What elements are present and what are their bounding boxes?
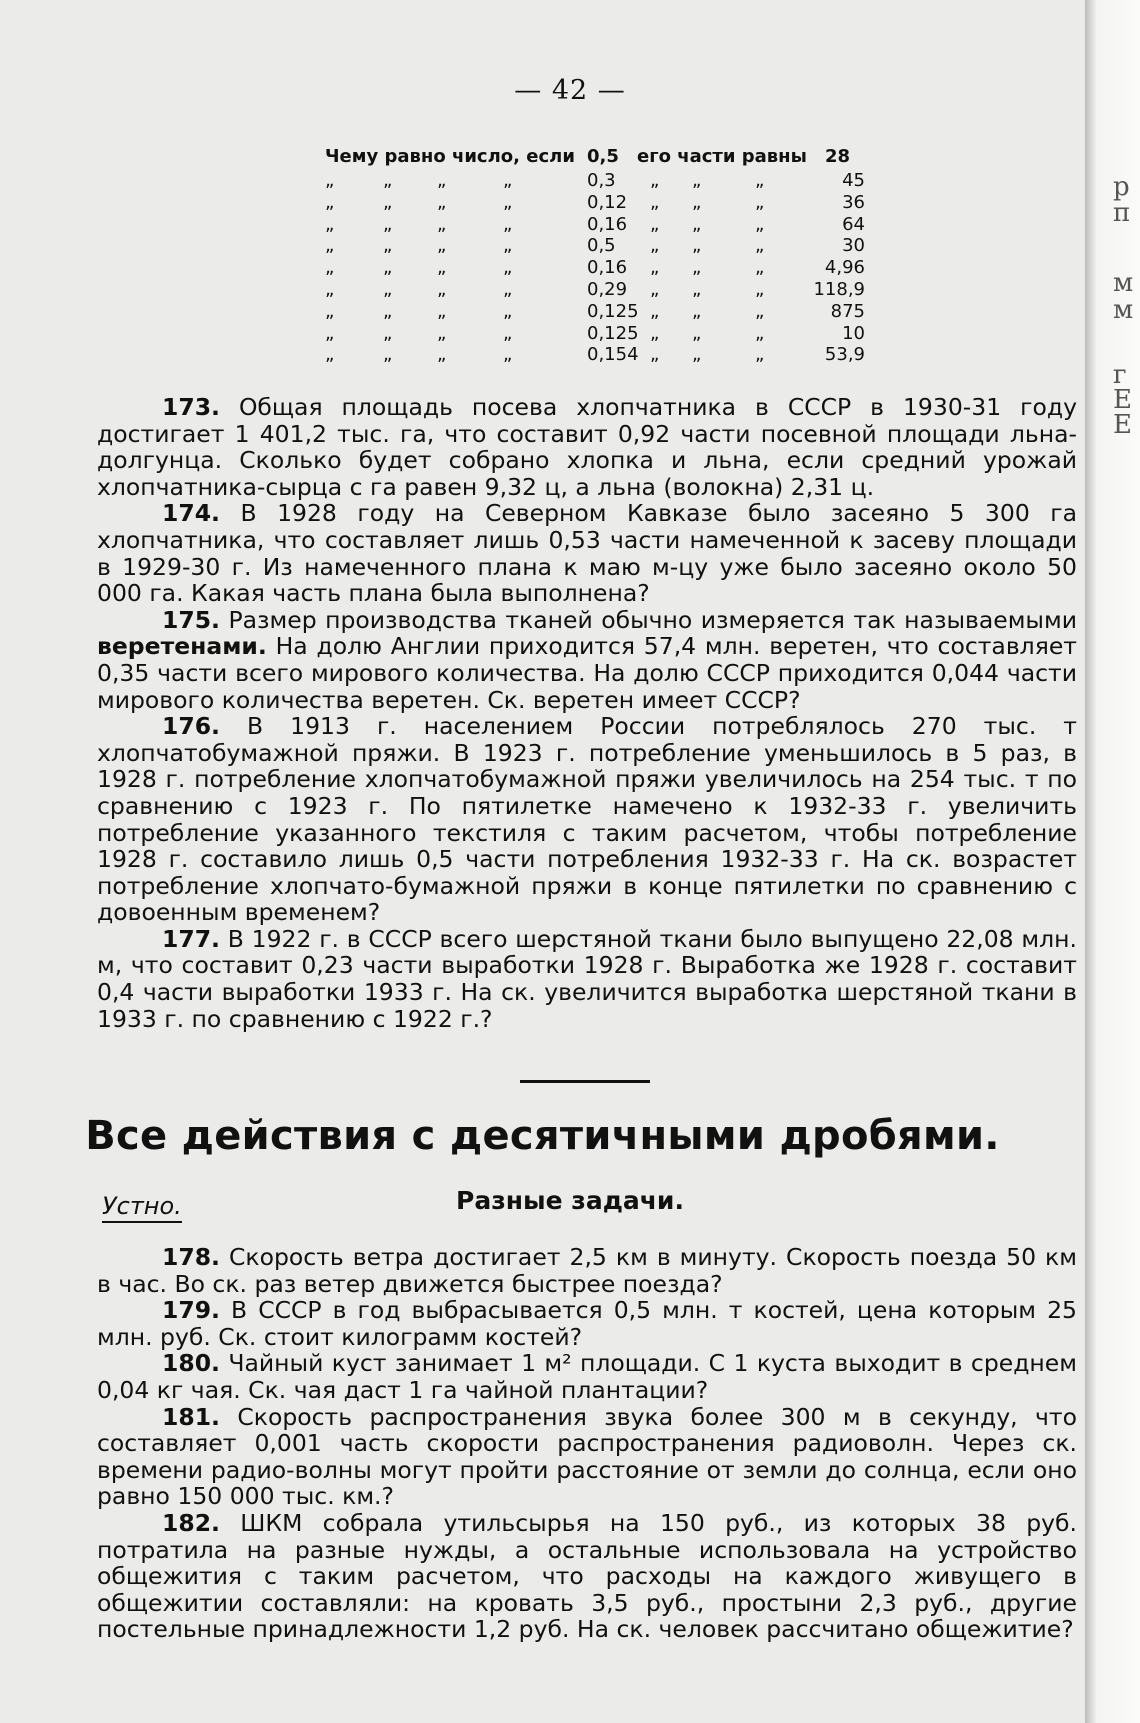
problem-text: В 1922 г. в СССР всего шерстяной ткани было выпущено 22,08 млн. м, что составит 0,23 части выработки 1928 г. Выработка же 1928 г. составит 0,4 части выработки 1933 г. На ск. увеличится выработка шерстяной ткани в 1933 г. по сравнению с 1922 г.? <box>97 924 1077 1033</box>
ditto-mark: „ <box>755 300 765 322</box>
ditto-mark: „ <box>325 213 335 235</box>
ditto-mark: „ <box>437 170 447 191</box>
table-fraction: 0,16 <box>587 213 628 235</box>
problem-number: 177. <box>162 924 220 953</box>
ditto-mark: „ <box>692 257 702 279</box>
ditto-mark: „ <box>325 344 335 366</box>
ditto-mark: „ <box>437 213 447 235</box>
table-fraction: 0,3 <box>587 170 616 191</box>
problem-text: В 1928 году на Северном Кавказе было засеяно 5 300 га хлопчатника, что составляет лишь 0,53 части намеченной к засеву площади в 1929-30 г. Из намеченного плана к маю м-цу уже было засеяно около 50 000 га. Какая часть плана была выполнена? <box>97 499 1077 608</box>
problem-number: 173. <box>162 393 220 421</box>
problem-text: Скорость распространения звука более 300 м в секунду, что составляет 0,001 часть скорости распространения радиоволн. Через ск. времени радио-волны могут пройти расстояние от земли до солнца, если оно равно 150 000 тыс. км.? <box>97 1402 1077 1511</box>
ditto-mark: „ <box>755 191 765 213</box>
ditto-mark: „ <box>755 257 765 279</box>
problem-text: Чайный куст занимает 1 м² площади. С 1 куста выходит в среднем 0,04 кг чая. Ск. чая даст 1 га чайной плантации? <box>97 1349 1077 1404</box>
ditto-mark: „ <box>650 344 660 366</box>
ditto-mark: „ <box>383 213 393 235</box>
problem-173 <box>97 394 1077 500</box>
problem-number: 176. <box>162 712 220 741</box>
ditto-mark: „ <box>437 344 447 366</box>
table-value: 64 <box>842 213 865 235</box>
ditto-mark: „ <box>755 322 765 344</box>
table-header-value: 28 <box>825 146 851 167</box>
ditto-mark: „ <box>503 170 513 191</box>
ditto-mark: „ <box>503 300 513 322</box>
ditto-mark: „ <box>437 191 447 213</box>
problem-text: ШКМ собрала утильсырья на 150 руб., из которых 38 руб. потратила на разные нужды, а остальные использовала на устройство общежития с таким расчетом, что расходы на каждого живущего в общежитии составляли: на кровать 3,5 руб., простыни 2,3 руб., другие постельные принадлежности 1,2 руб. На ск. человек рассчитано общежитие? <box>97 1508 1077 1644</box>
problem-number: 182. <box>162 1508 220 1537</box>
table-value: 10 <box>842 322 865 344</box>
ditto-mark: „ <box>650 170 660 191</box>
ditto-mark: „ <box>325 170 335 191</box>
margin-fragment: м <box>1113 295 1134 325</box>
ditto-mark: „ <box>325 191 335 213</box>
ditto-mark: „ <box>325 300 335 322</box>
problem-179 <box>97 1297 1077 1350</box>
ditto-mark: „ <box>692 235 702 257</box>
ditto-mark: „ <box>325 235 335 257</box>
margin-fragment: п <box>1113 198 1131 228</box>
ditto-mark: „ <box>650 322 660 344</box>
table-value: 53,9 <box>824 344 865 366</box>
problem-number: 175. <box>162 605 220 634</box>
ditto-mark: „ <box>383 170 393 191</box>
section-divider <box>520 1080 650 1083</box>
problem-number: 181. <box>162 1402 220 1431</box>
ditto-mark: „ <box>650 191 660 213</box>
ditto-mark: „ <box>692 344 702 366</box>
ditto-mark: „ <box>437 257 447 279</box>
ditto-mark: „ <box>692 191 702 213</box>
ditto-mark: „ <box>383 235 393 257</box>
problem-176 <box>97 713 1077 926</box>
table-fraction: 0,125 <box>587 300 639 322</box>
ditto-mark: „ <box>650 257 660 279</box>
problem-text: Скорость ветра достигает 2,5 км в минуту. Скорость поезда 50 км в час. Во ск. раз ветер движется быстрее поезда? <box>97 1243 1077 1298</box>
ditto-mark: „ <box>325 278 335 300</box>
page-number: — 42 — <box>514 75 626 106</box>
ditto-mark: „ <box>755 278 765 300</box>
table-header-fraction: 0,5 <box>587 146 619 167</box>
table-value: 45 <box>842 170 865 191</box>
ditto-mark: „ <box>503 322 513 344</box>
table-fraction: 0,12 <box>587 191 628 213</box>
ditto-mark: „ <box>503 213 513 235</box>
table-header-prefix: Чему равно число, если <box>325 146 575 167</box>
margin-fragment: р <box>1113 172 1130 202</box>
problem-182 <box>97 1510 1077 1643</box>
ditto-mark: „ <box>383 257 393 279</box>
problem-text: Размер производства тканей обычно измеряется так называемыми <box>228 605 1077 634</box>
table-fraction: 0,29 <box>587 278 628 300</box>
ditto-mark: „ <box>692 213 702 235</box>
section-title: Все действия с десятичными дробями. <box>85 1113 1000 1159</box>
ditto-mark: „ <box>755 213 765 235</box>
ditto-mark: „ <box>437 235 447 257</box>
table-fraction: 0,5 <box>587 235 616 257</box>
ditto-mark: „ <box>503 235 513 257</box>
problem-text: В СССР в год выбрасывается 0,5 млн. т костей, цена которым 25 млн. руб. Ск. стоит килограмм костей? <box>97 1296 1077 1351</box>
ditto-mark: „ <box>383 278 393 300</box>
problem-number: 174. <box>162 499 220 528</box>
problem-175 <box>97 607 1077 713</box>
ditto-mark: „ <box>692 322 702 344</box>
table-header-suffix: его части равны <box>637 146 807 167</box>
problem-177 <box>97 926 1077 1032</box>
ditto-mark: „ <box>503 278 513 300</box>
ditto-mark: „ <box>755 235 765 257</box>
problem-181 <box>97 1404 1077 1510</box>
problem-174 <box>97 500 1077 606</box>
problem-number: 180. <box>162 1349 220 1378</box>
table-value: 118,9 <box>813 278 865 300</box>
margin-fragment: г <box>1113 360 1127 390</box>
table-value: 875 <box>830 300 865 322</box>
oral-label: Устно. <box>102 1192 182 1223</box>
table-fraction: 0,125 <box>587 322 639 344</box>
ditto-mark: „ <box>383 344 393 366</box>
table-fraction: 0,16 <box>587 257 628 279</box>
ditto-mark: „ <box>755 170 765 191</box>
problem-178 <box>97 1244 1077 1297</box>
ditto-mark: „ <box>650 213 660 235</box>
problem-number: 179. <box>162 1296 220 1325</box>
margin-fragment: м <box>1113 268 1134 298</box>
ditto-mark: „ <box>325 257 335 279</box>
ditto-mark: „ <box>437 300 447 322</box>
ditto-mark: „ <box>325 322 335 344</box>
table-fraction: 0,154 <box>587 344 639 366</box>
ditto-mark: „ <box>755 344 765 366</box>
ditto-mark: „ <box>503 344 513 366</box>
ditto-mark: „ <box>383 300 393 322</box>
ditto-mark: „ <box>650 235 660 257</box>
ditto-mark: „ <box>503 191 513 213</box>
ditto-mark: „ <box>692 278 702 300</box>
problem-180 <box>97 1350 1077 1403</box>
problem-text: В 1913 г. населением России потреблялось 270 тыс. т хлопчатобумажной пряжи. В 1923 г. потребление уменьшилось в 5 раз, в 1928 г. потребление хлопчатобумажной пряжи увеличилось на 254 тыс. т по сравнению с 1923 г. По пятилетке намечено к 1932-33 г. увеличить потребление указанного текстиля с таким расчетом, чтобы потребление 1928 г. составило лишь 0,5 части потребления 1932-33 г. На ск. возрастет потребление хлопчато-бумажной пряжи в конце пятилетки по сравнению с довоенным временем? <box>97 712 1077 927</box>
ditto-mark: „ <box>437 278 447 300</box>
problem-text: На долю Англии приходится 57,4 млн. веретен, что составляет 0,35 части всего мирового количества. На долю СССР приходится 0,044 части мирового количества веретен. Ск. веретен имеет СССР? <box>97 632 1077 714</box>
ditto-mark: „ <box>692 170 702 191</box>
adjacent-page-edge <box>1085 0 1140 1723</box>
ditto-mark: „ <box>383 322 393 344</box>
margin-fragment: Е <box>1113 410 1132 440</box>
problem-bold-term: веретенами. <box>97 632 267 661</box>
ditto-mark: „ <box>650 278 660 300</box>
ditto-mark: „ <box>650 300 660 322</box>
ditto-mark: „ <box>437 322 447 344</box>
ditto-mark: „ <box>692 300 702 322</box>
problem-text: Общая площадь посева хлопчатника в СССР в 1930-31 году достигает 1 401,2 тыс. га, что составит 0,92 части посевной площади льна-долгунца. Сколько будет собрано хлопка и льна, если средний урожай хлопчатника-сырца с га равен 9,32 ц, а льна (волокна) 2,31 ц. <box>97 393 1077 501</box>
problems-block-top <box>97 394 1077 1032</box>
table-value: 36 <box>842 191 865 213</box>
table-value: 4,96 <box>824 257 865 279</box>
problems-block-bottom <box>97 1244 1077 1643</box>
margin-fragment: Е <box>1113 385 1132 415</box>
problem-number: 178. <box>162 1243 220 1271</box>
ditto-mark: „ <box>383 191 393 213</box>
subsection-title: Разные задачи. <box>456 1186 684 1215</box>
ditto-mark: „ <box>503 257 513 279</box>
table-value: 30 <box>842 235 865 257</box>
